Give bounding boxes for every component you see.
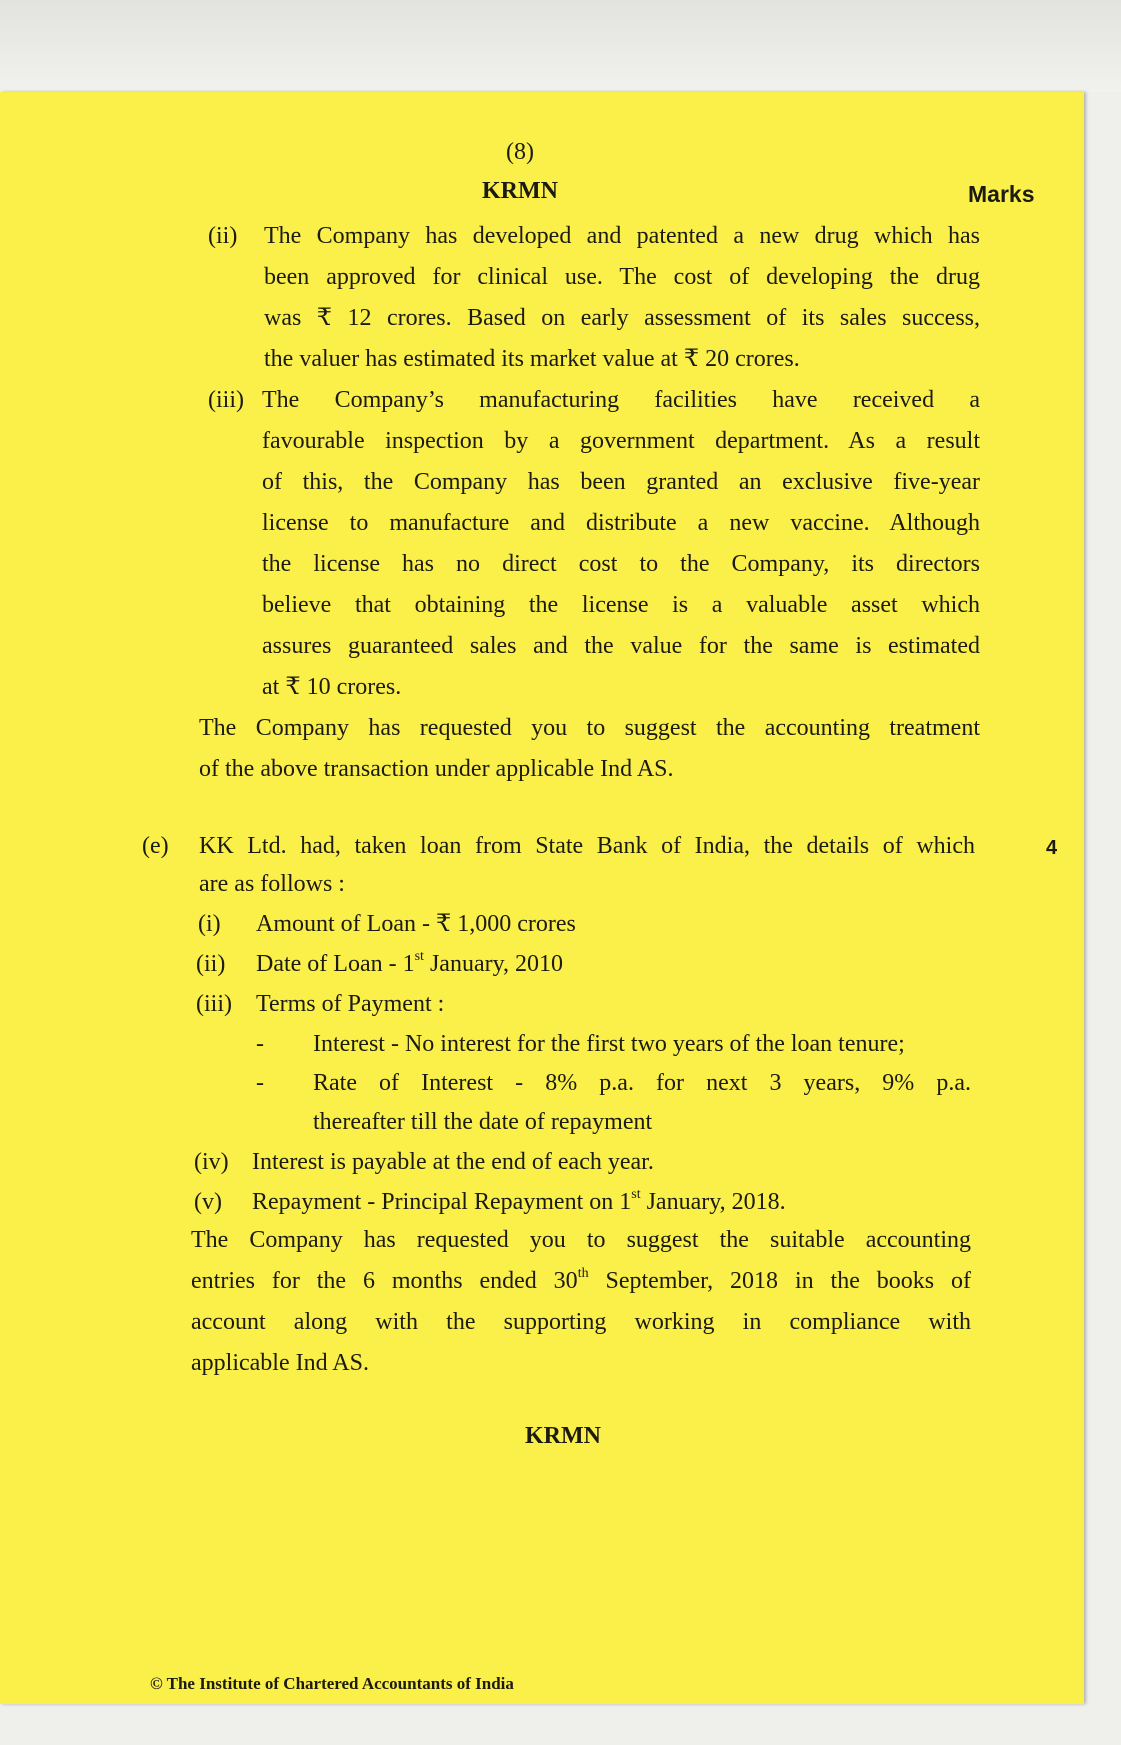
term-rate-continued: thereafter till the date of repayment <box>313 1109 653 1135</box>
request-e-line: The Company has requested you to suggest the suitable accounting <box>191 1227 971 1253</box>
item-iii-line: at ₹ 10 crores. <box>262 674 402 700</box>
item-ii-line: was ₹ 12 crores. Based on early assessment of its sales success, <box>264 305 980 331</box>
item-ii-line: the valuer has estimated its market value at ₹ 20 crores. <box>264 346 800 372</box>
request-e-line: applicable Ind AS. <box>191 1350 369 1376</box>
item-iii-line: license to manufacture and distribute a new vaccine. Although <box>262 510 980 536</box>
loan-amount: Amount of Loan - ₹ 1,000 crores <box>256 911 576 937</box>
exam-page <box>0 92 1084 1704</box>
term-dash: - <box>256 1031 264 1057</box>
loan-item-marker: (iii) <box>196 991 232 1017</box>
loan-item-marker: (i) <box>198 911 221 937</box>
question-e-intro: KK Ltd. had, taken loan from State Bank of India, the details of which <box>199 833 975 859</box>
request-e-line: entries for the 6 months ended 30th September, 2018 in the books of <box>191 1266 971 1294</box>
term-interest: Interest - No interest for the first two years of the loan tenure; <box>313 1031 905 1057</box>
term-rate: Rate of Interest - 8% p.a. for next 3 years, 9% p.a. <box>313 1070 971 1096</box>
paper-code: KRMN <box>482 178 558 204</box>
item-iii-line: assures guaranteed sales and the value for the same is estimated <box>262 633 980 659</box>
loan-item-marker: (v) <box>194 1189 222 1215</box>
interest-payable: Interest is payable at the end of each year. <box>252 1149 654 1175</box>
loan-date: Date of Loan - 1st January, 2010 <box>256 949 564 977</box>
question-e-marks: 4 <box>1046 837 1058 859</box>
request-d-line: of the above transaction under applicable Ind AS. <box>199 756 674 782</box>
term-dash: - <box>256 1070 264 1096</box>
repayment: Repayment - Principal Repayment on 1st January, 2018. <box>252 1187 786 1215</box>
request-e-line: account along with the supporting working in compliance with <box>191 1309 971 1335</box>
question-e-intro: are as follows : <box>199 871 345 897</box>
item-iii-line: the license has no direct cost to the Company, its directors <box>262 551 980 577</box>
page-number: (8) <box>506 139 534 165</box>
item-iii-line: believe that obtaining the license is a valuable asset which <box>262 592 980 618</box>
terms-heading: Terms of Payment : <box>256 991 445 1017</box>
marks-heading: Marks <box>968 181 1035 207</box>
request-d-line: The Company has requested you to suggest the accounting treatment <box>199 715 980 741</box>
loan-item-marker: (iv) <box>194 1149 229 1175</box>
item-ii-line: The Company has developed and patented a new drug which has <box>264 223 980 249</box>
item-iii-line: of this, the Company has been granted an exclusive five-year <box>262 469 980 495</box>
scan-top-margin <box>0 0 1121 92</box>
item-ii-marker: (ii) <box>208 223 238 249</box>
footer-code: KRMN <box>525 1423 601 1449</box>
item-ii-line: been approved for clinical use. The cost of developing the drug <box>264 264 980 290</box>
item-iii-marker: (iii) <box>208 387 244 413</box>
copyright: © The Institute of Chartered Accountants of India <box>150 1674 514 1693</box>
loan-item-marker: (ii) <box>196 951 226 977</box>
item-iii-line: The Company’s manufacturing facilities have received a <box>262 387 980 413</box>
question-e-marker: (e) <box>142 833 169 859</box>
item-iii-line: favourable inspection by a government department. As a result <box>262 428 980 454</box>
